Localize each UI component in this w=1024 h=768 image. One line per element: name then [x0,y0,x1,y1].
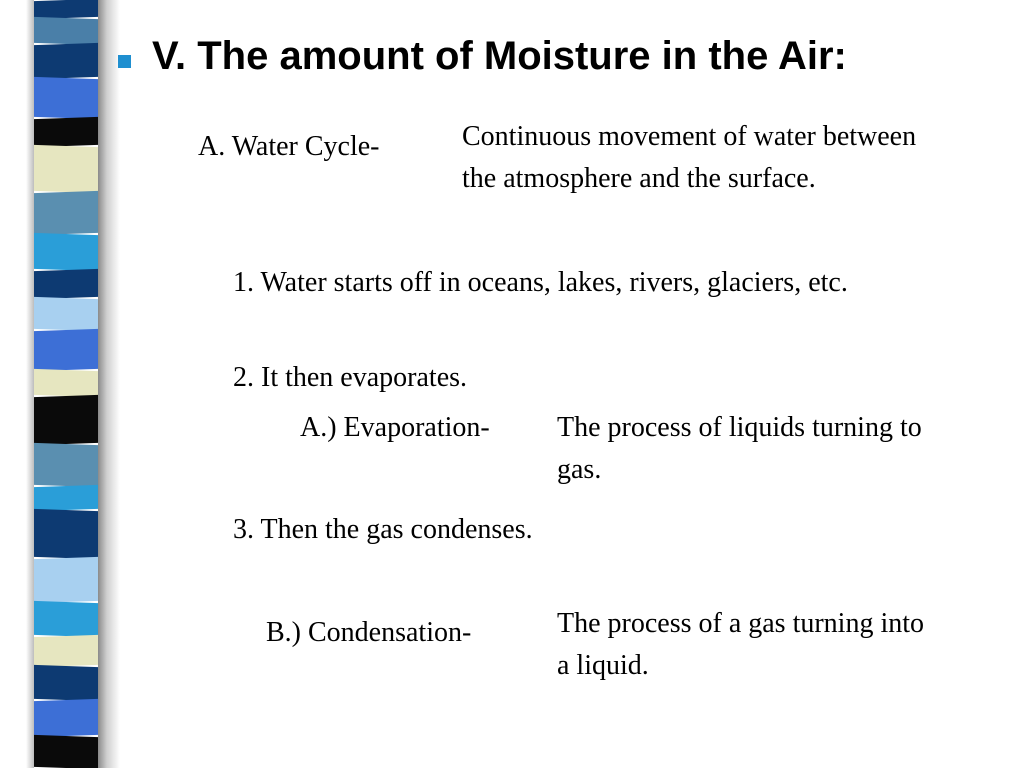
decorative-stripe [34,17,98,45]
decorative-stripe [34,77,98,119]
evaporation-definition-line1: The process of liquids turning to [557,412,922,443]
decorative-stripe [34,191,98,235]
water-cycle-term: A. Water Cycle- [198,131,380,162]
decorative-stripe [34,485,98,511]
decorative-stripe [34,145,98,193]
decorative-stripe [34,43,98,79]
evaporation-term: A.) Evaporation- [300,412,490,443]
decorative-stripe-bar [34,0,98,768]
evaporation-definition-line2: gas. [557,454,602,485]
decorative-stripe [34,735,98,768]
step-2: 2. It then evaporates. [233,362,468,393]
water-cycle-definition-line2: the atmosphere and the surface. [462,163,816,194]
decorative-stripe [34,233,98,271]
slide-title: V. The amount of Moisture in the Air: [152,34,847,78]
decorative-stripe [34,601,98,637]
title-bullet-icon [118,55,131,68]
decorative-stripe [34,369,98,397]
condensation-definition-line2: a liquid. [557,650,649,681]
decorative-stripe [34,117,98,147]
step-3: 3. Then the gas condenses. [233,514,533,545]
condensation-definition-line1: The process of a gas turning into [557,608,925,639]
stripe-bar-left-shadow [26,0,34,768]
condensation-term: B.) Condensation- [266,617,472,648]
decorative-stripe [34,297,98,331]
decorative-stripe [34,443,98,487]
decorative-stripe [34,395,98,445]
water-cycle-definition-line1: Continuous movement of water between [462,121,917,152]
decorative-stripe [34,699,98,737]
decorative-stripe [34,269,98,299]
decorative-stripe [34,509,98,559]
stripe-bar-shadow [98,0,120,768]
decorative-stripe [34,329,98,371]
decorative-stripe [34,665,98,701]
decorative-stripe [34,635,98,667]
decorative-stripe [34,557,98,603]
step-1: 1. Water starts off in oceans, lakes, rivers, glaciers, etc. [233,267,848,298]
